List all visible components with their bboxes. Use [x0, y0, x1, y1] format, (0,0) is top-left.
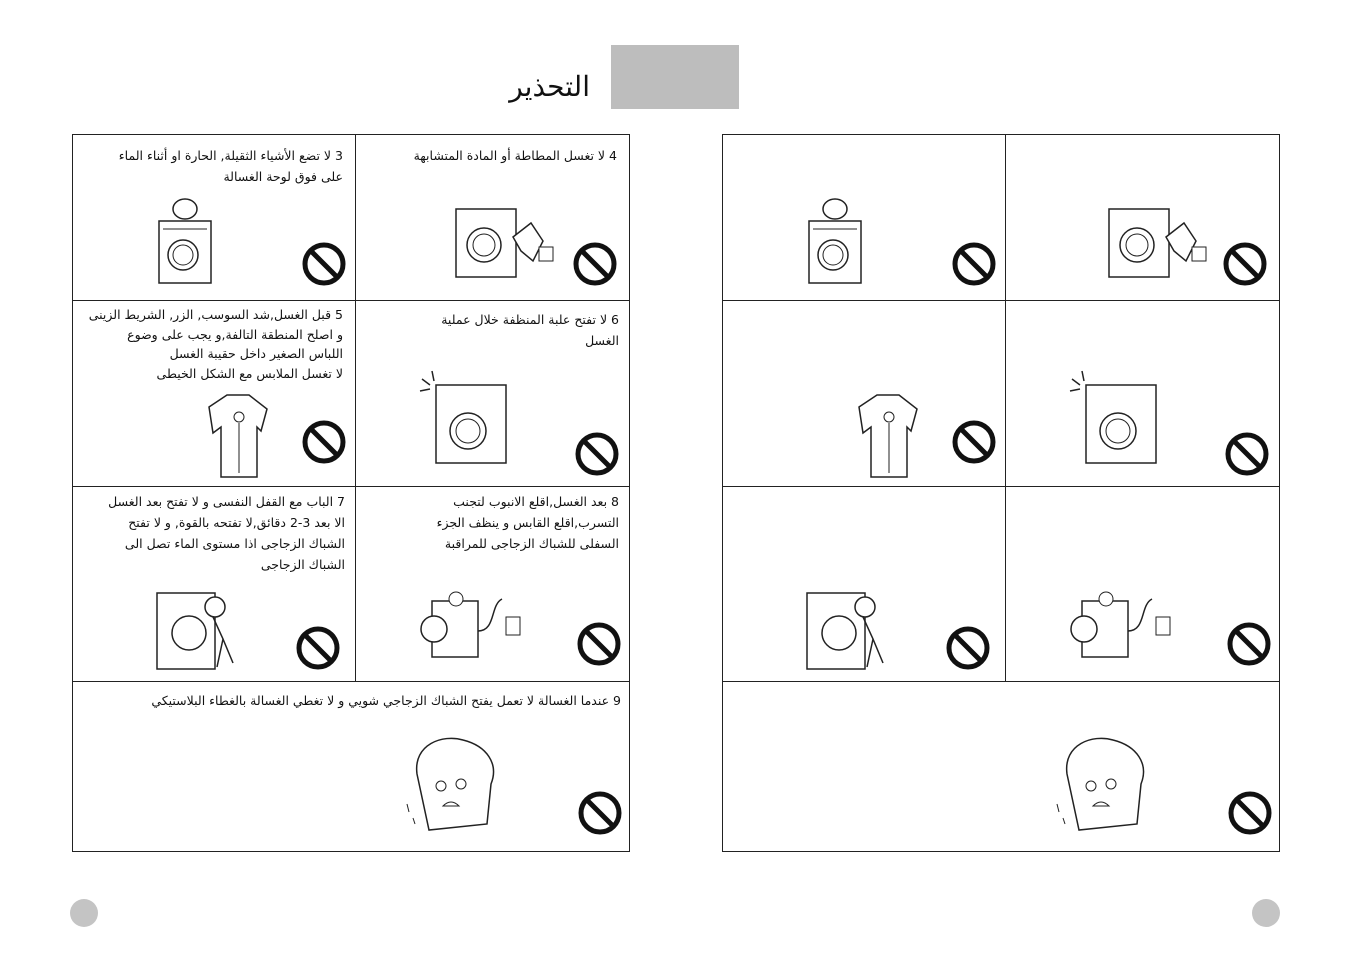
cell-detergent-box-image — [1006, 301, 1279, 487]
washer-plastic-cover-illustration — [1053, 734, 1153, 834]
prohibition-icon — [576, 621, 622, 667]
prohibition-icon — [1226, 621, 1272, 667]
shirt-buttons-illustration — [199, 387, 279, 482]
cell-before-washing-image — [723, 301, 1006, 487]
left-warning-grid — [72, 134, 630, 852]
cell-plastic-cover — [73, 682, 629, 850]
cell-detergent-box — [356, 301, 629, 487]
prohibition-icon — [951, 241, 997, 287]
cell-heavy-objects-image — [723, 135, 1006, 301]
cell-rubber-items — [356, 135, 629, 301]
page-marker-left — [70, 899, 98, 927]
page-marker-right — [1252, 899, 1280, 927]
warning-text-7: 7 الباب مع القفل النفسى و لا تفتح بعد الغسل الا بعد 3-2 دقائق,لا تفتحه بالقوة, و لا تفتح الشباك الزجاجى اذا مستوى الماء تصل الى الشباك الزجاجى — [108, 494, 345, 572]
warning-text-6: 6 لا تفتح علبة المنظفة خلال عملية الغسل — [441, 312, 619, 348]
warning-text-5: 5 قبل الغسل,شد السوسب, الزر, الشريط الزينى و اصلح المنطقة التالفة,و يجب على وضوع اللباس الصغير داخل حقيبة الغسل لا تغسل الملابس مع الشكل الخيطى — [88, 307, 343, 381]
cell-heavy-objects — [73, 135, 356, 301]
prohibition-icon — [301, 419, 347, 465]
cell-plastic-cover-image — [723, 682, 1279, 850]
cell-unplug — [356, 487, 629, 682]
cell-unplug-image — [1006, 487, 1279, 682]
washer-with-heavy-object-illustration — [153, 193, 223, 288]
washer-unplug-illustration — [1066, 591, 1178, 661]
page-title: التحذير — [509, 70, 590, 103]
washer-plastic-cover-illustration — [403, 734, 503, 834]
prohibition-icon — [1224, 431, 1270, 477]
washer-with-rubber-item-illustration — [1104, 201, 1214, 281]
prohibition-icon — [945, 625, 991, 671]
prohibition-icon — [301, 241, 347, 287]
warning-text-3: 3 لا تضع الأشياء الثقيلة, الحارة او أثناء الماء على فوق لوحة الغسالة — [118, 148, 343, 184]
washer-door-force-illustration — [803, 587, 893, 672]
prohibition-icon — [1222, 241, 1268, 287]
cell-rubber-items-image — [1006, 135, 1279, 301]
right-illustration-grid — [722, 134, 1280, 852]
warning-text-9: 9 عندما الغسالة لا تعمل يفتح الشباك الزجاجي شويي و لا تغطي الغسالة بالغطاء البلاستيكي — [151, 693, 621, 708]
detergent-box-open-illustration — [418, 369, 513, 469]
washer-with-rubber-item-illustration — [451, 201, 561, 281]
title-gray-box — [611, 45, 739, 109]
detergent-box-open-illustration — [1068, 369, 1163, 469]
prohibition-icon — [1227, 790, 1273, 836]
warning-text-8: 8 بعد الغسل,اقلع الانبوب لتجنب التسرب,اقلع القابس و ينظف الجزء السفلى للشباك الزجاجى للمراقبة — [436, 494, 619, 551]
cell-door-lock-image — [723, 487, 1006, 682]
prohibition-icon — [577, 790, 623, 836]
cell-before-washing — [73, 301, 356, 487]
warning-text-4: 4 لا تغسل المطاطة أو المادة المتشابهة — [413, 148, 617, 163]
cell-door-lock — [73, 487, 356, 682]
washer-with-heavy-object-illustration — [803, 193, 873, 288]
prohibition-icon — [295, 625, 341, 671]
prohibition-icon — [572, 241, 618, 287]
shirt-buttons-illustration — [849, 387, 929, 482]
prohibition-icon — [951, 419, 997, 465]
washer-unplug-illustration — [416, 591, 528, 661]
washer-door-force-illustration — [153, 587, 243, 672]
prohibition-icon — [574, 431, 620, 477]
